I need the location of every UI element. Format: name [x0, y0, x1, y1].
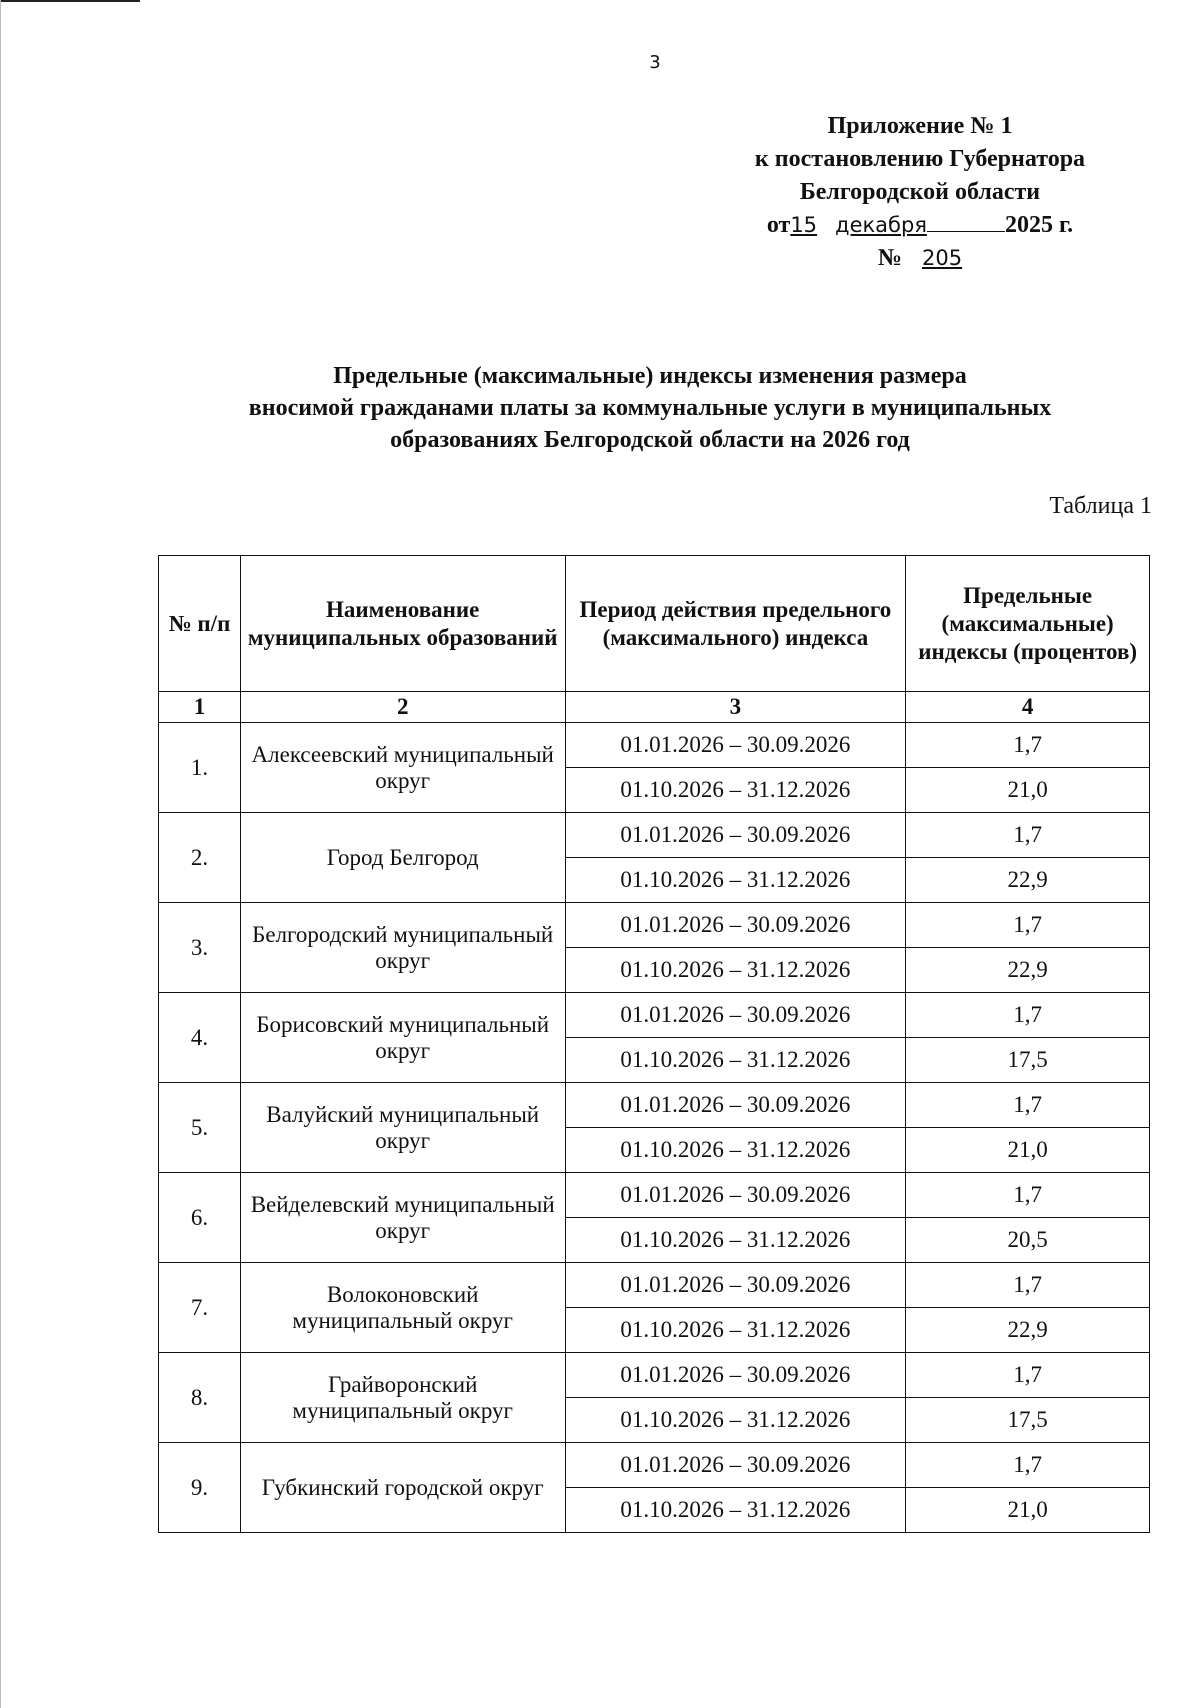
header-number: № п/п: [159, 556, 241, 692]
annex-date-fill: [927, 211, 1005, 232]
annex-date-line: [700, 209, 1140, 242]
annex-header: [700, 110, 1140, 275]
row-period: 01.10.2026 – 31.12.2026: [565, 858, 906, 903]
row-number: 9.: [159, 1443, 241, 1533]
row-number: 4.: [159, 993, 241, 1083]
table-row: [159, 993, 1150, 1038]
annex-number: 205: [922, 246, 963, 270]
table-row: [159, 813, 1150, 858]
row-index: 1,7: [906, 903, 1150, 948]
row-municipality: Борисовский муниципальный округ: [240, 993, 565, 1083]
row-municipality: Грайворонский муниципальный округ: [240, 1353, 565, 1443]
row-index: 22,9: [906, 858, 1150, 903]
row-number: 5.: [159, 1083, 241, 1173]
row-index: 1,7: [906, 1443, 1150, 1488]
row-municipality: Алексеевский муниципальный округ: [240, 723, 565, 813]
row-number: 3.: [159, 903, 241, 993]
annex-number-line: [700, 242, 1140, 275]
table-row: [159, 1173, 1150, 1218]
scan-corner-line: [0, 0, 140, 2]
title-line-1: Предельные (максимальные) индексы изменения размера: [333, 363, 967, 389]
row-index: 1,7: [906, 1083, 1150, 1128]
row-municipality: Вейделевский муниципальный округ: [240, 1173, 565, 1263]
row-municipality: Валуйский муниципальный округ: [240, 1083, 565, 1173]
row-index: 20,5: [906, 1218, 1150, 1263]
page-number: 3: [649, 52, 661, 73]
row-number: 1.: [159, 723, 241, 813]
row-period: 01.10.2026 – 31.12.2026: [565, 1218, 906, 1263]
row-period: 01.10.2026 – 31.12.2026: [565, 948, 906, 993]
row-period: 01.01.2026 – 30.09.2026: [565, 723, 906, 768]
row-index: 17,5: [906, 1398, 1150, 1443]
row-index: 22,9: [906, 1308, 1150, 1353]
column-number: 4: [906, 692, 1150, 723]
header-index: Предельные (максимальные) индексы (процентов): [906, 556, 1150, 692]
row-municipality: Волоконовский муниципальный округ: [240, 1263, 565, 1353]
row-period: 01.01.2026 – 30.09.2026: [565, 1173, 906, 1218]
header-period: Период действия предельного (максимального) индекса: [565, 556, 906, 692]
row-period: 01.10.2026 – 31.12.2026: [565, 768, 906, 813]
row-period: 01.01.2026 – 30.09.2026: [565, 1083, 906, 1128]
row-index: 21,0: [906, 1488, 1150, 1533]
row-period: 01.10.2026 – 31.12.2026: [565, 1398, 906, 1443]
table-row: [159, 1263, 1150, 1308]
row-period: 01.10.2026 – 31.12.2026: [565, 1038, 906, 1083]
annex-line-2: к постановлению Губернатора: [754, 146, 1086, 172]
row-index: 1,7: [906, 1173, 1150, 1218]
row-period: 01.01.2026 – 30.09.2026: [565, 1263, 906, 1308]
annex-date-month: декабря: [835, 213, 927, 237]
column-number: 3: [565, 692, 906, 723]
table-row: [159, 1353, 1150, 1398]
document-title: [120, 360, 1180, 456]
row-number: 7.: [159, 1263, 241, 1353]
row-period: 01.10.2026 – 31.12.2026: [565, 1128, 906, 1173]
row-municipality: Город Белгород: [240, 813, 565, 903]
column-numbers-row: [159, 692, 1150, 723]
indexes-table: [158, 555, 1150, 1533]
row-index: 1,7: [906, 1263, 1150, 1308]
row-municipality: Губкинский городской округ: [240, 1443, 565, 1533]
row-index: 21,0: [906, 1128, 1150, 1173]
row-period: 01.10.2026 – 31.12.2026: [565, 1308, 906, 1353]
row-index: 1,7: [906, 1353, 1150, 1398]
row-period: 01.10.2026 – 31.12.2026: [565, 1488, 906, 1533]
annex-date-prefix: от: [766, 212, 791, 238]
row-number: 2.: [159, 813, 241, 903]
row-period: 01.01.2026 – 30.09.2026: [565, 813, 906, 858]
row-index: 1,7: [906, 993, 1150, 1038]
table-row: [159, 1443, 1150, 1488]
row-municipality: Белгородский муниципальный округ: [240, 903, 565, 993]
annex-number-prefix: №: [877, 245, 903, 271]
table-row: [159, 723, 1150, 768]
title-line-3: образованиях Белгородской области на 2026 год: [390, 427, 910, 453]
annex-line-1: Приложение № 1: [827, 113, 1013, 139]
scan-left-edge: [0, 0, 1, 1708]
row-index: 17,5: [906, 1038, 1150, 1083]
row-period: 01.01.2026 – 30.09.2026: [565, 903, 906, 948]
row-number: 8.: [159, 1353, 241, 1443]
table-row: [159, 1083, 1150, 1128]
row-period: 01.01.2026 – 30.09.2026: [565, 993, 906, 1038]
table-caption: Таблица 1: [1049, 493, 1152, 519]
title-line-2: вносимой гражданами платы за коммунальные услуги в муниципальных: [248, 395, 1052, 421]
row-period: 01.01.2026 – 30.09.2026: [565, 1353, 906, 1398]
table-body: [159, 723, 1150, 1533]
header-municipality: Наименование муниципальных образований: [240, 556, 565, 692]
table-header-row: [159, 556, 1150, 692]
annex-line-3: Белгородской области: [799, 179, 1041, 205]
row-index: 22,9: [906, 948, 1150, 993]
annex-date-year: 2025 г.: [1004, 212, 1074, 238]
column-number: 2: [240, 692, 565, 723]
row-index: 1,7: [906, 813, 1150, 858]
table-row: [159, 903, 1150, 948]
row-number: 6.: [159, 1173, 241, 1263]
row-period: 01.01.2026 – 30.09.2026: [565, 1443, 906, 1488]
annex-date-day: 15: [790, 213, 818, 237]
row-index: 1,7: [906, 723, 1150, 768]
row-index: 21,0: [906, 768, 1150, 813]
column-number: 1: [159, 692, 241, 723]
